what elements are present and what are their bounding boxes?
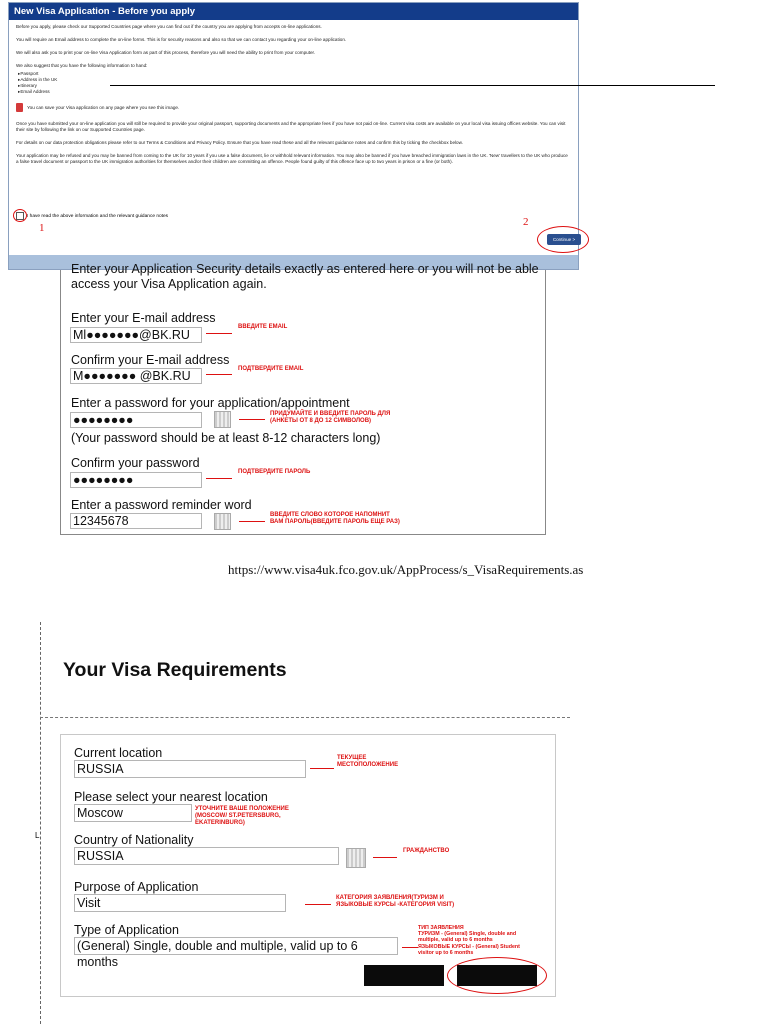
note-line: visitor up to 6 months bbox=[418, 949, 474, 956]
annotation-line bbox=[206, 374, 232, 375]
print-paragraph: We will also ask you to print your on-line Visa Application form as part of this process, therefore you will need the ability to print from your computer. bbox=[16, 50, 316, 55]
save-info-text: You can save your Visa application on any page where you see this image. bbox=[27, 104, 180, 110]
type-note bbox=[418, 925, 520, 956]
annotation-line bbox=[373, 857, 397, 858]
info-list bbox=[18, 71, 571, 95]
confirm-password-label: Confirm your password bbox=[71, 456, 200, 470]
intro-paragraph: Before you apply, please check our Supported Countries page where you can find out if the country you are applying from accepts on-line applications. bbox=[16, 24, 322, 29]
reminder-label: Enter a password reminder word bbox=[71, 498, 252, 512]
page-border-top bbox=[40, 717, 570, 718]
save-info-row bbox=[16, 103, 571, 112]
security-details-form bbox=[60, 262, 546, 535]
email-field[interactable]: Ml●●●●●●●@BK.RU bbox=[70, 327, 202, 343]
confirm-email-field[interactable]: M●●●●●●● @BK.RU bbox=[70, 368, 202, 384]
annotation-line bbox=[402, 947, 418, 948]
confirm-email-label: Confirm your E-mail address bbox=[71, 353, 230, 367]
current-location-note bbox=[337, 755, 398, 769]
margin-letter: L bbox=[35, 831, 40, 840]
annotation-circle-continue bbox=[537, 226, 589, 253]
reminder-field[interactable]: 12345678 bbox=[70, 513, 202, 529]
annotation-circle-checkbox bbox=[13, 209, 27, 222]
password-field[interactable]: ●●●●●●●● bbox=[70, 412, 202, 428]
purpose-select[interactable]: Visit bbox=[74, 894, 286, 912]
nearest-location-select[interactable]: Moscow bbox=[74, 804, 192, 822]
panel-title: New Visa Application - Before you apply bbox=[9, 3, 578, 20]
page-title: Your Visa Requirements bbox=[63, 659, 287, 681]
note-line: ВАМ ПАРОЛЬ(ВВЕДИТЕ ПАРОЛЬ ЕЩЕ РАЗ) bbox=[270, 519, 400, 525]
note-line: EKATERINBURG) bbox=[195, 820, 245, 826]
note-line: ТЕКУЩЕЕ bbox=[337, 755, 367, 761]
annotation-number-2: 2 bbox=[523, 216, 529, 228]
guidance-checkbox-row[interactable] bbox=[16, 212, 168, 220]
checkbox-label: I have read the above information and the relevant guidance notes bbox=[27, 213, 169, 219]
annotation-line bbox=[206, 333, 232, 334]
annotation-number-1: 1 bbox=[39, 222, 45, 234]
back-button[interactable] bbox=[364, 965, 444, 986]
purpose-label: Purpose of Application bbox=[74, 880, 199, 894]
keyboard-icon[interactable] bbox=[214, 513, 231, 530]
note-line: (MOSCOW/ ST.PETERSBURG, bbox=[195, 813, 281, 819]
note-line: ТИП ЗАЯВЛЕНИЯ bbox=[418, 925, 464, 931]
nationality-note: ГРАЖДАНСТВО bbox=[403, 848, 450, 854]
data-protection-paragraph: For details on our data protection obligations please refer to our Terms & Conditions and Privacy Policy. Ensure that you have read these and all the relevant guidance notes and confirm this by ticking the checkbox below. bbox=[16, 140, 463, 145]
suggest-paragraph: We also suggest that you have the following information to hand: bbox=[16, 63, 148, 68]
current-location-label: Current location bbox=[74, 746, 163, 760]
purpose-note bbox=[336, 895, 454, 909]
email-label: Enter your E-mail address bbox=[71, 311, 216, 325]
lookup-icon[interactable] bbox=[346, 848, 366, 868]
note-line: ЯЗЫКОВЫЕ КУРСЫ - (General) Student bbox=[418, 943, 520, 950]
note-line: multiple, valid up to 6 months bbox=[418, 937, 493, 944]
security-intro-line: access your Visa Application again. bbox=[71, 277, 267, 291]
email-note: ВВЕДИТЕ EMAIL bbox=[238, 324, 288, 330]
annotation-line bbox=[310, 768, 334, 769]
list-item: ▸ Address in the UK bbox=[18, 77, 571, 83]
annotation-line bbox=[206, 478, 232, 479]
page-url: https://www.visa4uk.fco.gov.uk/AppProcess/s_VisaRequirements.as bbox=[228, 562, 584, 577]
nationality-field[interactable]: RUSSIA bbox=[74, 847, 339, 865]
note-line: ПРИДУМАЙТЕ И ВВЕДИТЕ ПАРОЛЬ ДЛЯ bbox=[270, 411, 391, 417]
before-you-apply-panel bbox=[8, 2, 579, 270]
list-item: ▸ Passport bbox=[18, 71, 571, 77]
password-hint: (Your password should be at least 8-12 characters long) bbox=[71, 431, 381, 445]
nationality-label: Country of Nationality bbox=[74, 833, 194, 847]
annotation-line bbox=[239, 521, 265, 522]
type-select[interactable]: (General) Single, double and multiple, valid up to 6 months bbox=[74, 937, 398, 955]
divider-line bbox=[110, 85, 715, 86]
list-item: ▸ Email Address bbox=[18, 89, 571, 95]
reminder-note bbox=[270, 512, 400, 526]
confirm-password-note: ПОДТВЕРДИТЕ ПАРОЛЬ bbox=[238, 469, 311, 475]
keyboard-icon[interactable] bbox=[214, 411, 231, 428]
security-intro-line: Enter your Application Security details exactly as entered here or you will not be able bbox=[71, 262, 539, 276]
confirm-email-note: ПОДТВЕРДИТЕ EMAIL bbox=[238, 366, 304, 372]
note-line: ВВЕДИТЕ СЛОВО КОТОРОЕ НАПОМНИТ bbox=[270, 512, 390, 518]
note-line: ТУРИЗМ - (General) Single, double and bbox=[418, 931, 517, 938]
annotation-line bbox=[305, 904, 331, 905]
continue-button[interactable]: Continue > bbox=[547, 234, 581, 245]
submit-paragraph: Once you have submitted your on-line application you will still be required to provide your original passport, supporting documents and the appropriate fees if you have not paid on-line. Current visa costs are available on your local visa issuing offices website. You can visit their site by following the link on our Supported Countries page. bbox=[16, 121, 566, 132]
page-border-left bbox=[40, 622, 41, 1024]
annotation-line bbox=[239, 419, 265, 420]
note-line: ЯЗЫКОВЫЕ КУРСЫ -КАТЕГОРИЯ VISIT) bbox=[336, 902, 455, 908]
list-item: ▸ Itinerary bbox=[18, 83, 571, 89]
current-location-field[interactable]: RUSSIA bbox=[74, 760, 306, 778]
security-intro-text bbox=[71, 262, 539, 292]
refusal-paragraph: Your application may be refused and you may be banned from coming to the UK for 10 years if you use a false document, lie or withhold relevant information. You may also be banned if you have breached immigration laws in the UK. 'New' travellers to the UK who produce a false travel document or passport to the UK immigration authorities for themselves and/or their children are committing an offence. People found guilty of this offence face up to two years in prison or a fine (or both). bbox=[16, 153, 568, 164]
annotation-circle-next bbox=[447, 957, 547, 994]
save-icon bbox=[16, 103, 23, 112]
password-label: Enter a password for your application/appointment bbox=[71, 396, 350, 410]
note-line: УТОЧНИТЕ ВАШЕ ПОЛОЖЕНИЕ bbox=[195, 806, 289, 812]
nearest-location-note bbox=[195, 806, 289, 827]
note-line: (АНКЕТЫ ОТ 8 ДО 12 СИМВОЛОВ) bbox=[270, 418, 372, 424]
nearest-location-label: Please select your nearest location bbox=[74, 790, 268, 804]
password-note bbox=[270, 411, 390, 425]
note-line: КАТЕГОРИЯ ЗАЯВЛЕНИЯ(ТУРИЗМ И bbox=[336, 895, 444, 901]
confirm-password-field[interactable]: ●●●●●●●● bbox=[70, 472, 202, 488]
type-label: Type of Application bbox=[74, 923, 179, 937]
note-line: МЕСТОПОЛОЖЕНИЕ bbox=[337, 762, 399, 768]
email-paragraph: You will require an Email address to complete the on-line forms. This is for security reasons and also so that we can contact you regarding your on-line application. bbox=[16, 37, 347, 42]
